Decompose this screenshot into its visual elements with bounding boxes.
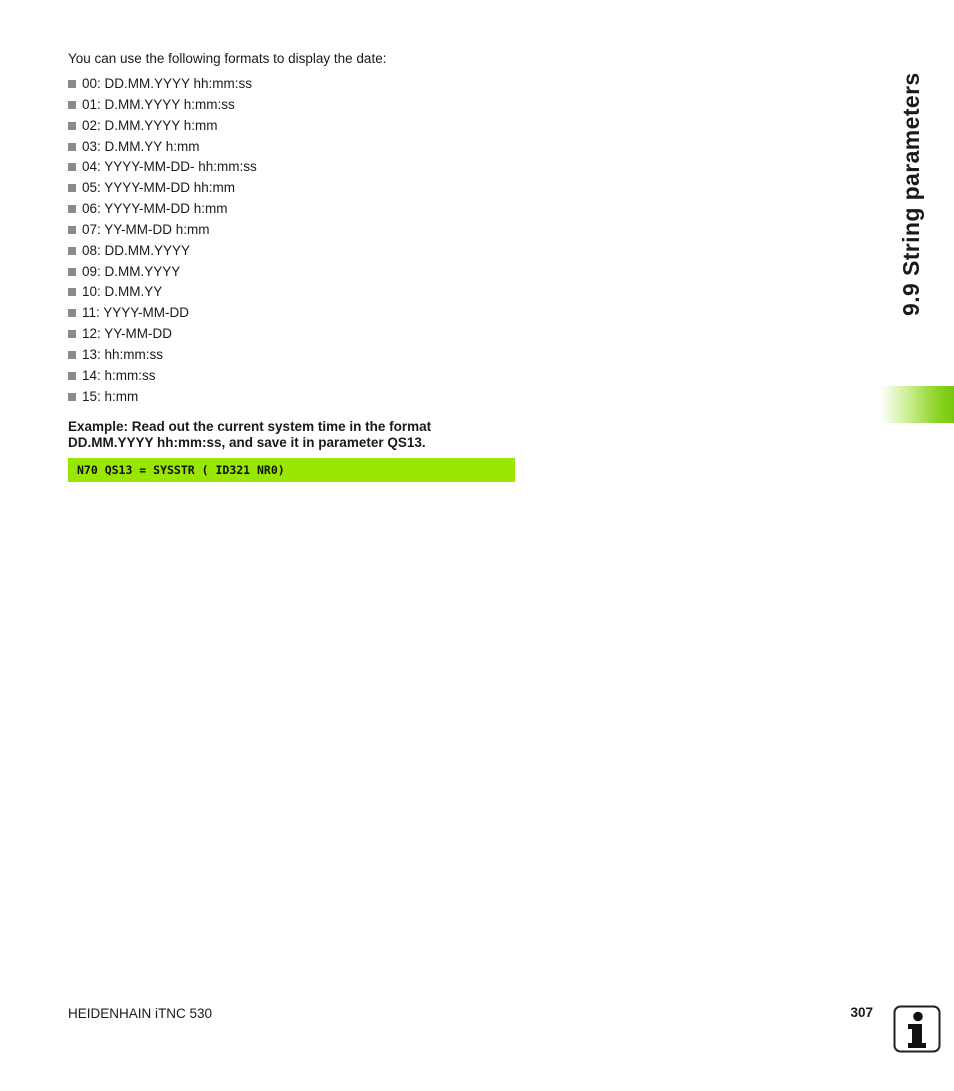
list-item-label: 00: DD.MM.YYYY hh:mm:ss [82, 76, 253, 91]
square-bullet-icon [68, 351, 76, 359]
list-item-label: 12: YY-MM-DD [82, 326, 173, 342]
example-heading [68, 419, 508, 451]
list-item [68, 138, 257, 159]
square-bullet-icon [68, 372, 76, 380]
list-item-label: 15: h:mm [82, 388, 139, 404]
square-bullet-icon [68, 393, 76, 401]
list-item-label: 05: YYYY-MM-DD hh:mm [82, 180, 236, 196]
footer-product-name: HEIDENHAIN iTNC 530 [68, 1006, 213, 1021]
list-item [68, 75, 257, 96]
square-bullet-icon [68, 184, 76, 192]
list-item-label: 04: YYYY-MM-DD- hh:mm:ss [82, 159, 257, 175]
list-item [68, 346, 257, 367]
square-bullet-icon [68, 288, 76, 296]
list-item-label: 09: D.MM.YYYY [82, 263, 181, 279]
square-bullet-icon [68, 268, 76, 276]
code-example-block: N70 QS13 = SYSSTR ( ID321 NR0) [68, 458, 515, 482]
square-bullet-icon [68, 226, 76, 234]
square-bullet-icon [68, 330, 76, 338]
square-bullet-icon [68, 163, 76, 171]
square-bullet-icon [68, 143, 76, 151]
list-item [68, 221, 257, 242]
list-item-label: 11: YYYY-MM-DD [82, 305, 190, 321]
list-item [68, 117, 257, 138]
list-item-label: 10: D.MM.YY [82, 284, 163, 300]
list-item-label: 14: h:mm:ss [82, 367, 156, 383]
list-item-label: 02: D.MM.YYYY h:mm [82, 117, 218, 133]
list-item [68, 367, 257, 388]
list-item [68, 325, 257, 346]
square-bullet-icon [68, 205, 76, 213]
list-item [68, 242, 257, 263]
chapter-side-title: 9.9 String parameters [898, 72, 924, 316]
list-item-label: 01: D.MM.YYYY h:mm:ss [82, 96, 235, 112]
list-item [68, 283, 257, 304]
list-item-label: 08: DD.MM.YYYY [82, 242, 191, 258]
list-item-label: 07: YY-MM-DD h:mm [82, 221, 210, 237]
square-bullet-icon [68, 247, 76, 255]
list-item [68, 388, 257, 409]
intro-text: You can use the following formats to display the date: [68, 51, 387, 66]
list-item [68, 158, 257, 179]
square-bullet-icon [68, 309, 76, 317]
list-item-label: 13: hh:mm:ss [82, 346, 164, 362]
info-icon [893, 1005, 941, 1053]
square-bullet-icon [68, 101, 76, 109]
date-format-list [68, 75, 257, 409]
chapter-tab-marker [880, 386, 954, 423]
page-number: 307 [850, 1005, 873, 1020]
list-item [68, 179, 257, 200]
list-item-label: 06: YYYY-MM-DD h:mm [82, 201, 228, 217]
list-item [68, 304, 257, 325]
square-bullet-icon [68, 80, 76, 88]
example-line-1: Example: Read out the current system time in the format [68, 419, 432, 434]
list-item [68, 263, 257, 284]
list-item [68, 96, 257, 117]
list-item [68, 200, 257, 221]
list-item-label: 03: D.MM.YY h:mm [82, 138, 200, 154]
square-bullet-icon [68, 122, 76, 130]
example-line-2: DD.MM.YYYY hh:mm:ss, and save it in parameter QS13. [68, 435, 426, 450]
